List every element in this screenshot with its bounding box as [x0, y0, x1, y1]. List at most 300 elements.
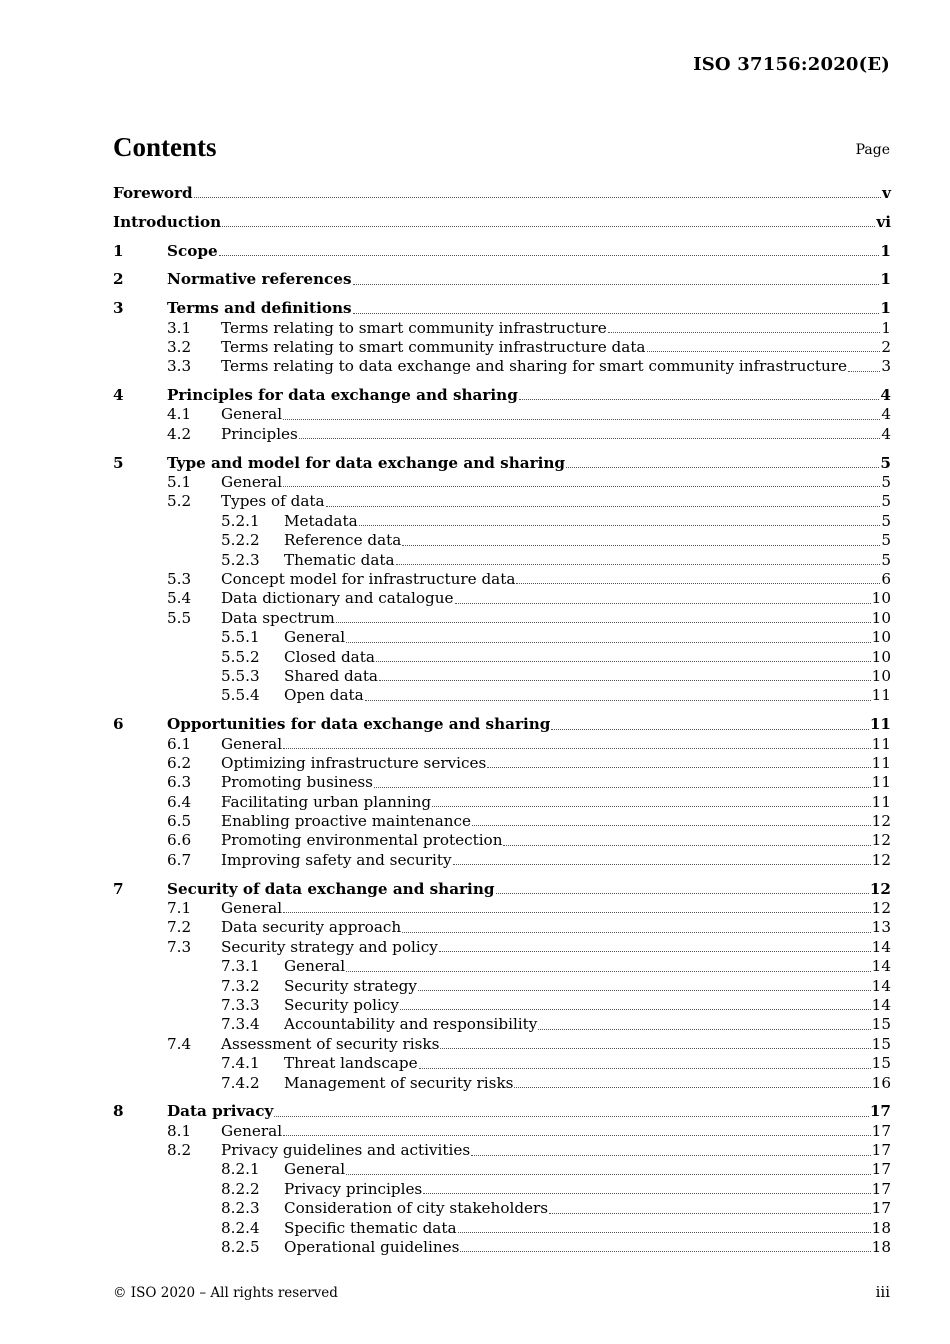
- toc-entry-line: [284, 1199, 891, 1218]
- toc-entry-page: 18: [871, 1218, 891, 1237]
- toc-entry-number: 6.6: [167, 831, 192, 850]
- toc-entry[interactable]: [113, 242, 891, 261]
- toc-entry-line: [284, 1015, 891, 1034]
- toc-entry-title: General: [221, 473, 283, 492]
- toc-entry-line: [167, 1102, 891, 1121]
- toc-entry-number: 5.5.3: [221, 666, 260, 685]
- toc-entry-number: 5.5.1: [221, 628, 260, 647]
- toc-entry[interactable]: [113, 589, 891, 608]
- toc-entry[interactable]: [113, 851, 891, 870]
- toc-entry-line: [221, 570, 891, 589]
- toc-entry-title: Privacy principles: [284, 1179, 423, 1198]
- toc-entry-page: 14: [871, 957, 891, 976]
- toc-entry-line: [221, 609, 891, 628]
- dot-leader: [503, 844, 870, 846]
- toc-entry[interactable]: [113, 996, 891, 1015]
- dot-leader: [487, 766, 870, 768]
- toc-entry-title: Shared data: [284, 666, 378, 685]
- toc-entry-line: [221, 793, 891, 812]
- toc-entry[interactable]: [113, 667, 891, 686]
- toc-entry[interactable]: [113, 715, 891, 734]
- toc-entry[interactable]: [113, 1141, 891, 1160]
- toc-entry-page: 10: [871, 666, 891, 685]
- toc-entry[interactable]: [113, 1160, 891, 1179]
- toc-entry-page: 14: [871, 995, 891, 1014]
- toc-entry-number: 7.3.1: [221, 957, 260, 976]
- toc-entry-line: [284, 686, 891, 705]
- toc-entry-page: 5: [881, 550, 891, 569]
- toc-entry[interactable]: [113, 977, 891, 996]
- dot-leader: [336, 621, 871, 623]
- toc-entry-title: Enabling proactive maintenance: [221, 812, 472, 831]
- toc-entry-number: 8.2.4: [221, 1218, 260, 1237]
- toc-entry-number: 6.1: [167, 734, 192, 753]
- toc-entry-page: 10: [871, 647, 891, 666]
- toc-entry-number: 6.2: [167, 753, 192, 772]
- dot-leader: [519, 398, 880, 400]
- dot-leader: [538, 1028, 870, 1030]
- dot-leader: [396, 563, 881, 565]
- toc-entry-number: 3.1: [167, 318, 192, 337]
- toc-entry-title: Security strategy: [284, 976, 417, 995]
- toc-entry-page: 12: [869, 879, 891, 898]
- toc-entry-number: 5: [113, 453, 124, 472]
- toc-entry-title: General: [221, 734, 283, 753]
- toc-entry[interactable]: [113, 831, 891, 850]
- toc-entry-line: [284, 1180, 891, 1199]
- toc-entry-number: 5.2.1: [221, 511, 260, 530]
- toc-entry-title: Introduction: [113, 212, 222, 231]
- toc-entry-number: 5.2: [167, 492, 192, 511]
- toc-entry-title: Normative references: [167, 270, 352, 289]
- toc-entry[interactable]: [113, 405, 891, 424]
- toc-entry-page: 5: [881, 473, 891, 492]
- toc-entry-line: [284, 531, 891, 550]
- toc-entry-number: 7.1: [167, 899, 192, 918]
- toc-entry-page: 1: [880, 241, 891, 260]
- dot-leader: [440, 1047, 870, 1049]
- dot-leader: [379, 679, 871, 681]
- dot-leader: [346, 970, 871, 972]
- toc-entry-page: 11: [871, 792, 891, 811]
- toc-entry-page: 16: [871, 1073, 891, 1092]
- toc-entry-number: 7.4.1: [221, 1054, 260, 1073]
- toc-entry-number: 2: [113, 270, 124, 289]
- toc-entry-line: [221, 1141, 891, 1160]
- toc-entry-line: [284, 1054, 891, 1073]
- toc-entry-title: Foreword: [113, 184, 193, 202]
- footer-page-number: iii: [875, 1283, 890, 1301]
- toc-entry-number: 7.3.4: [221, 1015, 260, 1034]
- toc-entry-page: 18: [871, 1238, 891, 1257]
- dot-leader: [516, 582, 880, 584]
- toc-entry[interactable]: [113, 609, 891, 628]
- toc-entry-line: [221, 851, 891, 870]
- toc-entry-page: 5: [881, 511, 891, 530]
- toc-entry-title: Concept model for infrastructure data: [221, 569, 516, 588]
- toc-entry-page: 4: [880, 386, 891, 405]
- toc-entry[interactable]: [113, 357, 891, 376]
- toc-entry-page: 12: [871, 899, 891, 918]
- toc-entry-number: 7.4.2: [221, 1073, 260, 1092]
- toc-entry-line: [167, 386, 891, 405]
- toc-entry[interactable]: [113, 512, 891, 531]
- toc-entry-title: General: [221, 899, 283, 918]
- toc-entry-title: Operational guidelines: [284, 1238, 460, 1257]
- toc-entry-number: 8.2: [167, 1141, 192, 1160]
- toc-entry-line: [167, 880, 891, 899]
- toc-entry-line: [284, 957, 891, 976]
- toc-entry-title: General: [221, 405, 283, 424]
- dot-leader: [283, 485, 880, 487]
- toc-entry-page: 11: [871, 753, 891, 772]
- toc-entry-page: 1: [880, 270, 891, 289]
- toc-entry-number: 7.3: [167, 937, 192, 956]
- toc-entry-number: 5.2.2: [221, 531, 260, 550]
- toc-entry-line: [167, 242, 891, 261]
- toc-entry-line: [221, 1035, 891, 1054]
- toc-entry-page: 11: [869, 715, 891, 734]
- toc-entry[interactable]: [113, 492, 891, 511]
- toc-entry-page: vi: [876, 212, 891, 231]
- toc-entry-page: 15: [871, 1015, 891, 1034]
- toc-entry[interactable]: [113, 812, 891, 831]
- dot-leader: [402, 544, 880, 546]
- toc-entry-number: 5.3: [167, 569, 192, 588]
- toc-entry-page: 17: [871, 1199, 891, 1218]
- toc-entry-line: [221, 899, 891, 918]
- toc-entry[interactable]: [113, 531, 891, 550]
- toc-entry-page: 10: [871, 628, 891, 647]
- toc-entry-page: 14: [871, 937, 891, 956]
- dot-leader: [346, 1173, 871, 1175]
- dot-leader: [423, 1192, 870, 1194]
- toc-entry[interactable]: [113, 1122, 891, 1141]
- dot-leader: [514, 1086, 870, 1088]
- toc-entry[interactable]: [113, 735, 891, 754]
- toc-entry-line: [284, 1238, 891, 1257]
- toc-entry[interactable]: [113, 213, 891, 232]
- toc-entry-line: [221, 831, 891, 850]
- toc-entry-title: Facilitating urban planning: [221, 792, 432, 811]
- toc-entry-line: [221, 773, 891, 792]
- dot-leader: [194, 196, 882, 198]
- toc-entry-line: [284, 1219, 891, 1238]
- toc-entry-page: 2: [881, 337, 891, 356]
- toc-entry-page: 17: [871, 1141, 891, 1160]
- toc-entry[interactable]: [113, 299, 891, 318]
- toc-entry-title: Assessment of security risks: [221, 1034, 440, 1053]
- toc-entry-line: [284, 551, 891, 570]
- toc-entry-number: 4.1: [167, 405, 192, 424]
- toc-entry-number: 1: [113, 241, 124, 260]
- toc-entry-number: 5.2.3: [221, 550, 260, 569]
- toc-entry-title: Types of data: [221, 492, 325, 511]
- toc-entry-number: 4.2: [167, 424, 192, 443]
- toc-entry[interactable]: [113, 957, 891, 976]
- toc-entry-number: 7.4: [167, 1034, 192, 1053]
- toc-entry-line: [284, 1160, 891, 1179]
- toc-entry[interactable]: [113, 319, 891, 338]
- toc-entry[interactable]: [113, 184, 891, 203]
- toc-entry-page: 11: [871, 773, 891, 792]
- toc-entry[interactable]: [113, 570, 891, 589]
- toc-entry-title: General: [284, 1160, 346, 1179]
- toc-entry-line: [113, 184, 891, 203]
- dot-leader: [353, 283, 880, 285]
- toc-entry-title: Principles: [221, 424, 298, 443]
- toc-entry-number: 3: [113, 299, 124, 318]
- dot-leader: [432, 805, 871, 807]
- toc-entry-number: 8.2.1: [221, 1160, 260, 1179]
- toc-entry-title: Terms relating to smart community infrastructure data: [221, 337, 646, 356]
- toc-entry-number: 6: [113, 715, 124, 734]
- table-of-contents: [113, 184, 891, 1257]
- footer-copyright: © ISO 2020 – All rights reserved: [113, 1285, 338, 1301]
- dot-leader: [365, 699, 871, 701]
- toc-entry-page: 5: [881, 492, 891, 511]
- toc-entry-page: 5: [880, 453, 891, 472]
- toc-entry-page: 4: [881, 405, 891, 424]
- toc-entry[interactable]: [113, 793, 891, 812]
- dot-leader: [549, 1212, 871, 1214]
- toc-entry-number: 5.4: [167, 589, 192, 608]
- toc-entry-page: 12: [871, 812, 891, 831]
- dot-leader: [551, 728, 868, 730]
- toc-entry-page: 1: [880, 299, 891, 318]
- toc-entry-page: 6: [881, 569, 891, 588]
- toc-entry-page: 3: [881, 357, 891, 376]
- toc-entry-line: [221, 918, 891, 937]
- toc-entry-page: 15: [871, 1034, 891, 1053]
- toc-entry-page: 10: [871, 608, 891, 627]
- toc-entry-title: Open data: [284, 686, 364, 705]
- toc-entry-line: [167, 454, 891, 473]
- toc-entry-page: 17: [871, 1160, 891, 1179]
- toc-entry-number: 7.3.3: [221, 995, 260, 1014]
- toc-entry-title: Opportunities for data exchange and sharing: [167, 715, 551, 734]
- toc-entry-number: 3.2: [167, 337, 192, 356]
- toc-entry-title: Consideration of city stakeholders: [284, 1199, 549, 1218]
- toc-entry[interactable]: [113, 628, 891, 647]
- toc-entry-page: 17: [871, 1121, 891, 1140]
- toc-entry[interactable]: [113, 880, 891, 899]
- dot-leader: [353, 312, 880, 314]
- dot-leader: [419, 1067, 871, 1069]
- toc-entry-title: Promoting business: [221, 773, 373, 792]
- toc-entry-title: Metadata: [284, 511, 358, 530]
- toc-entry[interactable]: [113, 473, 891, 492]
- toc-entry[interactable]: [113, 1238, 891, 1257]
- toc-entry[interactable]: [113, 938, 891, 957]
- toc-entry-page: 4: [881, 424, 891, 443]
- dot-leader: [496, 892, 869, 894]
- toc-entry-line: [221, 405, 891, 424]
- toc-entry-title: Accountability and responsibility: [284, 1015, 538, 1034]
- toc-entry-title: Improving safety and security: [221, 850, 452, 869]
- toc-entry[interactable]: [113, 1219, 891, 1238]
- dot-leader: [283, 418, 880, 420]
- toc-entry-title: Terms relating to smart community infrastructure: [221, 318, 607, 337]
- toc-entry[interactable]: [113, 338, 891, 357]
- dot-leader: [608, 331, 881, 333]
- toc-entry-line: [221, 589, 891, 608]
- toc-entry-page: 12: [871, 831, 891, 850]
- dot-leader: [647, 350, 881, 352]
- toc-entry-number: 7.3.2: [221, 976, 260, 995]
- toc-entry-title: Reference data: [284, 531, 402, 550]
- toc-entry[interactable]: [113, 686, 891, 705]
- toc-entry-title: Type and model for data exchange and sharing: [167, 453, 566, 472]
- toc-entry-line: [221, 473, 891, 492]
- toc-entry-number: 7: [113, 879, 124, 898]
- dot-leader: [458, 1231, 871, 1233]
- toc-entry-line: [284, 977, 891, 996]
- toc-entry-line: [221, 812, 891, 831]
- dot-leader: [359, 524, 881, 526]
- toc-entry-line: [221, 492, 891, 511]
- toc-entry[interactable]: [113, 1054, 891, 1073]
- toc-entry-line: [284, 628, 891, 647]
- toc-entry[interactable]: [113, 1074, 891, 1093]
- dot-leader: [848, 370, 880, 372]
- toc-entry-number: 8.2.5: [221, 1238, 260, 1257]
- toc-entry-number: 5.5.2: [221, 647, 260, 666]
- toc-entry-line: [284, 1074, 891, 1093]
- dot-leader: [274, 1115, 869, 1117]
- dot-leader: [283, 911, 871, 913]
- toc-entry-page: 10: [871, 589, 891, 608]
- toc-entry-title: General: [284, 957, 346, 976]
- toc-entry-title: Thematic data: [284, 550, 395, 569]
- toc-entry-title: Privacy guidelines and activities: [221, 1141, 471, 1160]
- document-header-code: ISO 37156:2020(E): [693, 54, 890, 75]
- dot-leader: [418, 989, 871, 991]
- toc-entry[interactable]: [113, 754, 891, 773]
- dot-leader: [222, 225, 875, 227]
- toc-entry[interactable]: [113, 1035, 891, 1054]
- toc-entry-number: 5.5: [167, 608, 192, 627]
- toc-entry-number: 5.5.4: [221, 686, 260, 705]
- toc-entry-page: 11: [871, 734, 891, 753]
- dot-leader: [346, 641, 871, 643]
- page-column-label: Page: [855, 142, 890, 158]
- toc-entry-number: 5.1: [167, 473, 192, 492]
- dot-leader: [472, 824, 871, 826]
- toc-entry[interactable]: [113, 551, 891, 570]
- toc-entry-page: 14: [871, 976, 891, 995]
- toc-entry-number: 3.3: [167, 357, 192, 376]
- toc-entry[interactable]: [113, 386, 891, 405]
- toc-entry-line: [221, 338, 891, 357]
- toc-entry-page: 13: [871, 918, 891, 937]
- dot-leader: [299, 437, 880, 439]
- toc-entry-title: Security strategy and policy: [221, 937, 438, 956]
- toc-entry-title: Closed data: [284, 647, 375, 666]
- toc-entry-number: 7.2: [167, 918, 192, 937]
- toc-entry-line: [167, 715, 891, 734]
- toc-entry-page: v: [882, 184, 891, 202]
- toc-entry-title: General: [284, 628, 346, 647]
- toc-entry[interactable]: [113, 918, 891, 937]
- dot-leader: [326, 505, 881, 507]
- toc-entry-page: 15: [871, 1054, 891, 1073]
- dot-leader: [374, 786, 871, 788]
- toc-entry-title: Data security approach: [221, 918, 402, 937]
- toc-entry-line: [113, 213, 891, 232]
- toc-entry-line: [284, 648, 891, 667]
- toc-entry-title: Promoting environmental protection: [221, 831, 503, 850]
- toc-entry-page: 5: [881, 531, 891, 550]
- toc-entry-page: 17: [871, 1179, 891, 1198]
- toc-entry-line: [284, 667, 891, 686]
- toc-entry-title: Data privacy: [167, 1102, 274, 1121]
- toc-entry[interactable]: [113, 1199, 891, 1218]
- toc-entry-number: 8.1: [167, 1121, 192, 1140]
- dot-leader: [283, 747, 871, 749]
- dot-leader: [455, 602, 871, 604]
- toc-entry-page: 12: [871, 850, 891, 869]
- toc-entry-number: 8: [113, 1102, 124, 1121]
- toc-entry[interactable]: [113, 425, 891, 444]
- dot-leader: [471, 1154, 871, 1156]
- toc-entry-title: Optimizing infrastructure services: [221, 753, 487, 772]
- toc-entry[interactable]: [113, 899, 891, 918]
- toc-entry[interactable]: [113, 270, 891, 289]
- toc-entry-number: 8.2.2: [221, 1179, 260, 1198]
- toc-entry-number: 6.5: [167, 812, 192, 831]
- dot-leader: [566, 466, 879, 468]
- toc-entry-line: [221, 319, 891, 338]
- toc-entry-line: [221, 357, 891, 376]
- toc-entry[interactable]: [113, 1015, 891, 1034]
- toc-entry-line: [221, 754, 891, 773]
- dot-leader: [439, 950, 871, 952]
- toc-entry-title: Security policy: [284, 995, 399, 1014]
- toc-entry-number: 6.7: [167, 850, 192, 869]
- dot-leader: [453, 863, 871, 865]
- dot-leader: [376, 660, 871, 662]
- toc-entry-title: General: [221, 1121, 283, 1140]
- toc-entry[interactable]: [113, 648, 891, 667]
- toc-entry-title: Threat landscape: [284, 1054, 418, 1073]
- toc-entry-line: [221, 425, 891, 444]
- toc-entry-page: 1: [881, 318, 891, 337]
- toc-entry[interactable]: [113, 454, 891, 473]
- toc-entry[interactable]: [113, 1180, 891, 1199]
- toc-entry-number: 6.3: [167, 773, 192, 792]
- toc-entry-title: Terms and definitions: [167, 299, 352, 318]
- toc-entry-page: 17: [869, 1102, 891, 1121]
- toc-entry-title: Security of data exchange and sharing: [167, 879, 495, 898]
- toc-entry[interactable]: [113, 773, 891, 792]
- toc-entry-line: [284, 512, 891, 531]
- contents-title: Contents: [113, 132, 217, 162]
- toc-entry-line: [167, 270, 891, 289]
- toc-entry-number: 8.2.3: [221, 1199, 260, 1218]
- toc-entry-title: Management of security risks: [284, 1073, 514, 1092]
- toc-entry-title: Scope: [167, 241, 218, 260]
- dot-leader: [283, 1134, 871, 1136]
- toc-entry-title: Specific thematic data: [284, 1218, 457, 1237]
- toc-entry-line: [221, 1122, 891, 1141]
- toc-entry-line: [221, 735, 891, 754]
- toc-entry-line: [284, 996, 891, 1015]
- toc-entry-title: Principles for data exchange and sharing: [167, 386, 518, 405]
- dot-leader: [460, 1250, 870, 1252]
- toc-entry-line: [167, 299, 891, 318]
- toc-entry[interactable]: [113, 1102, 891, 1121]
